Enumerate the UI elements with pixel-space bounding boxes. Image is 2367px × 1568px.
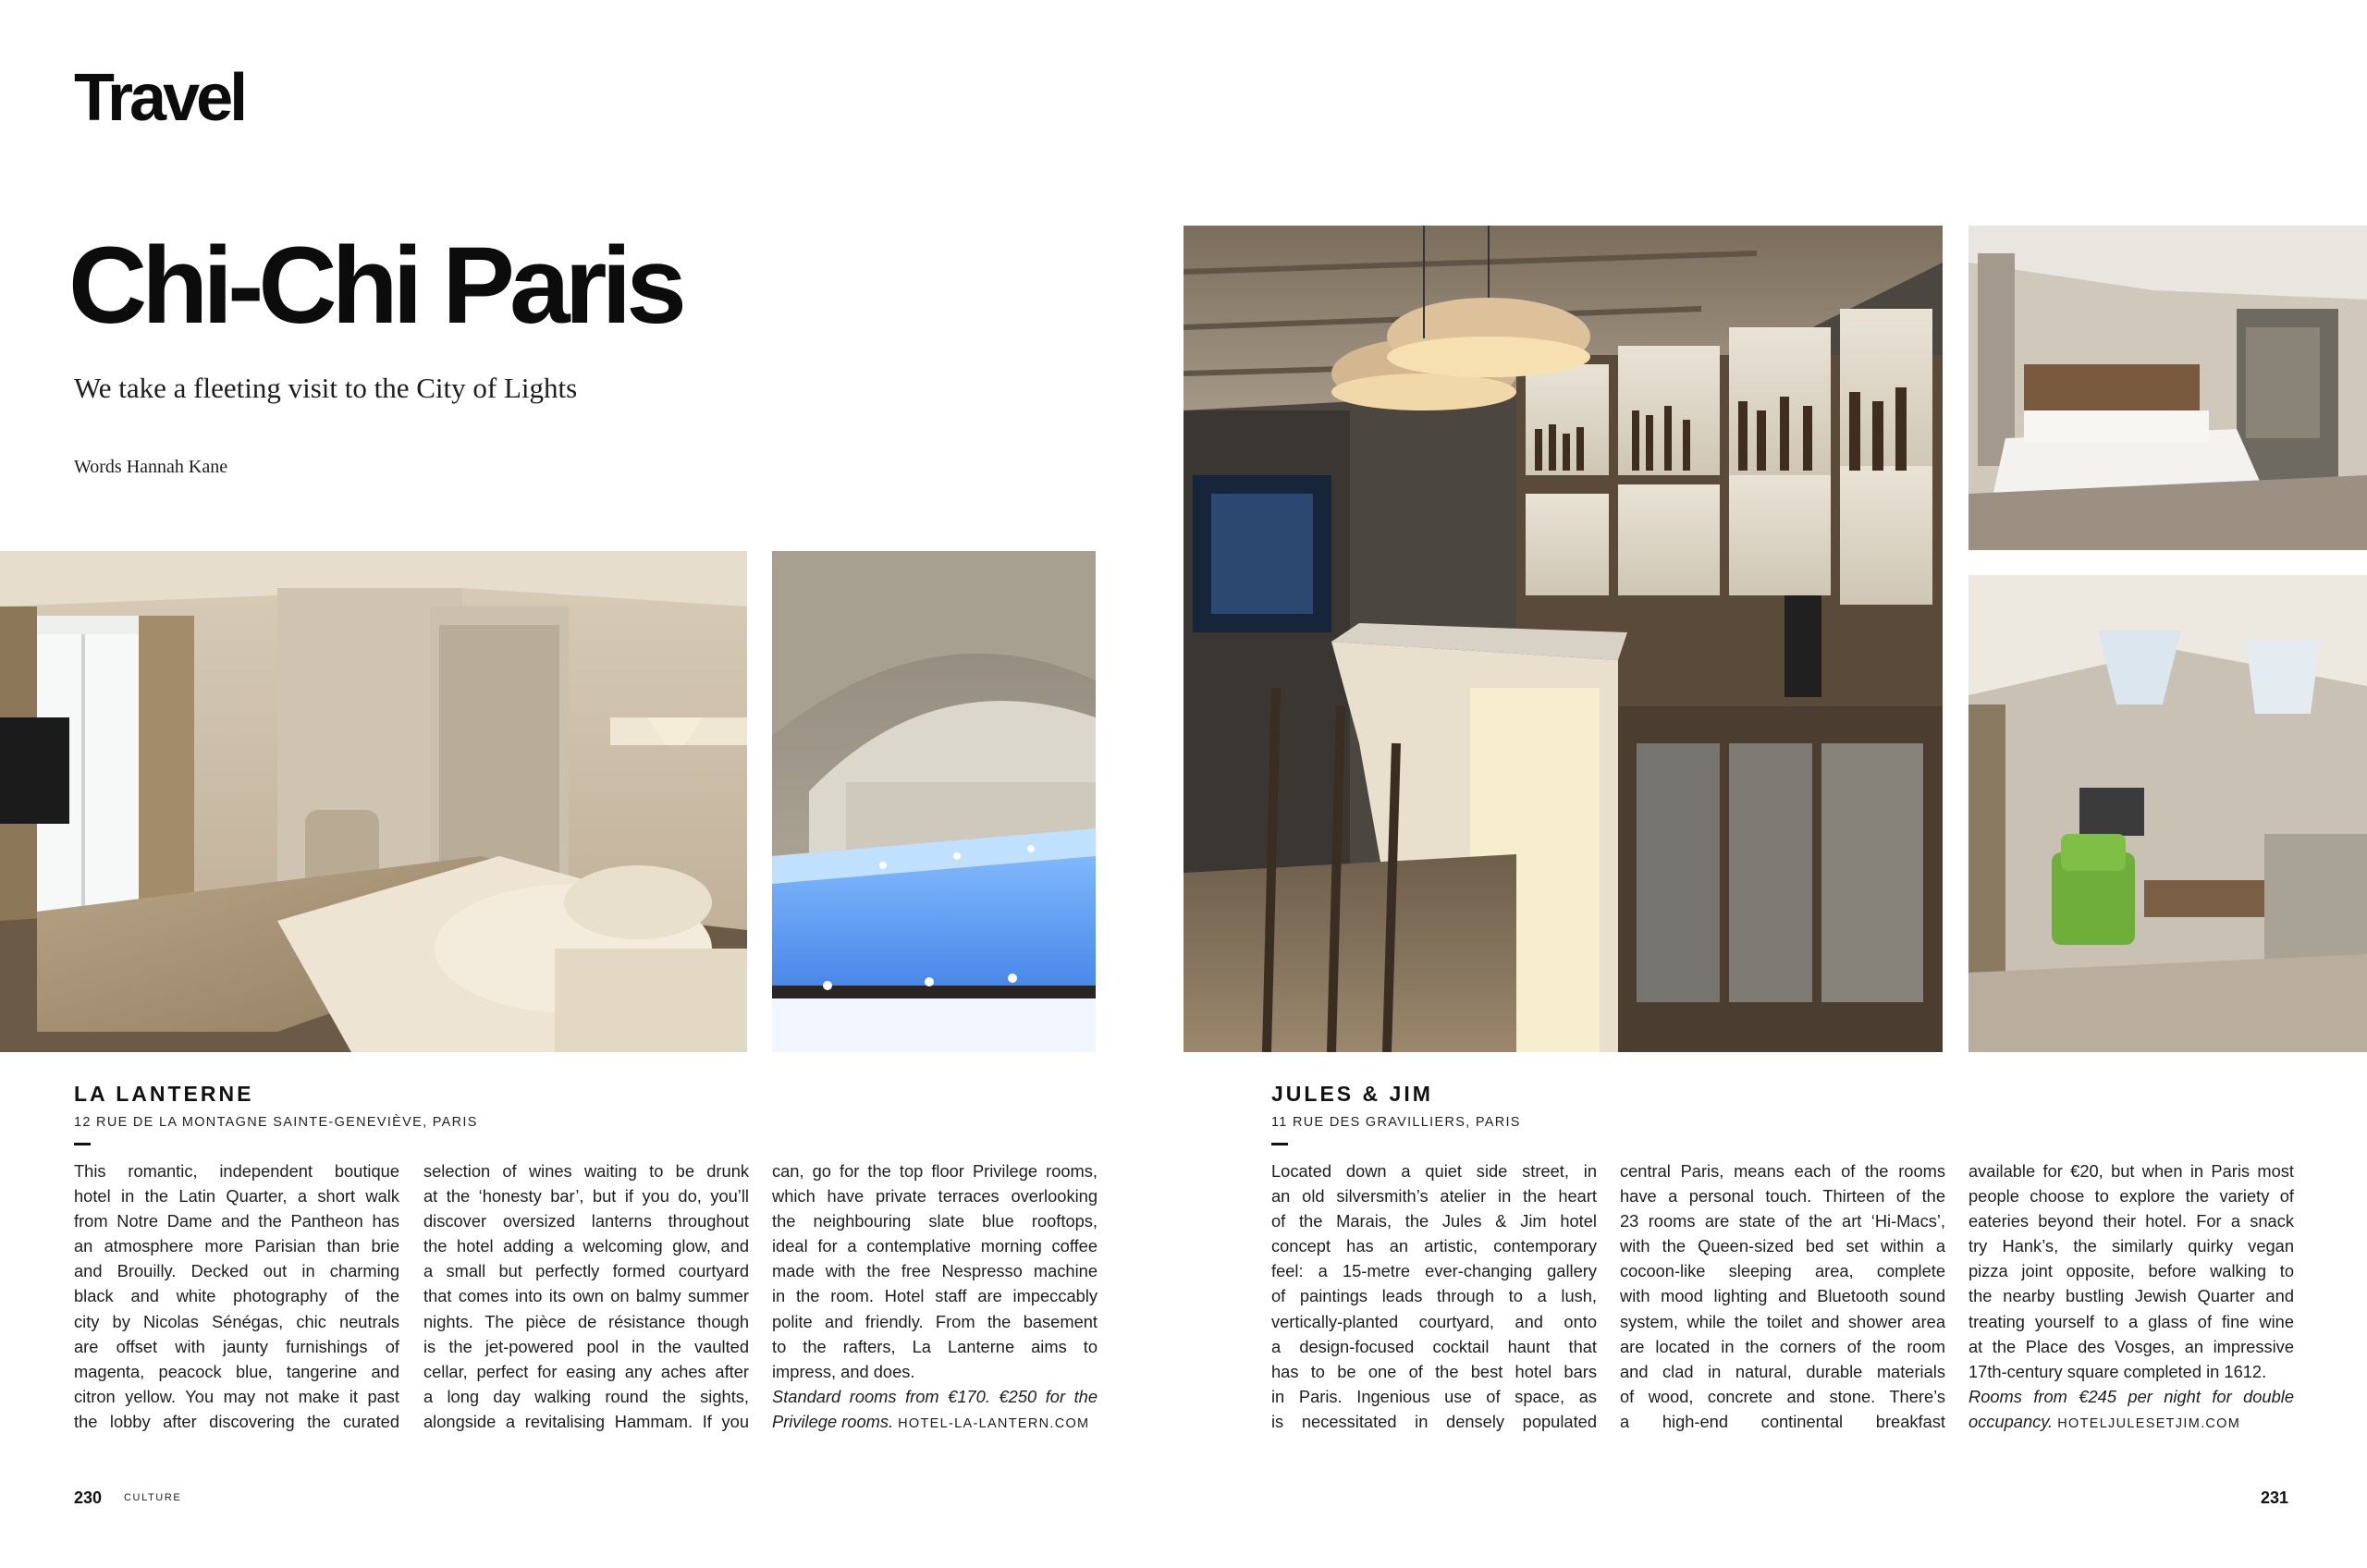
text-line: hotel in the Latin Quarter, a short walk [74, 1186, 399, 1207]
text-line: system, while the toilet and shower area [1620, 1311, 1945, 1331]
text-line: with mood lighting and Bluetooth sound [1620, 1286, 1945, 1306]
article-column-4 [1271, 1158, 1597, 1434]
text-line: that comes into its own on balmy summer [423, 1286, 749, 1306]
text-line: concept has an artistic, contemporary [1271, 1236, 1597, 1256]
text-line: people choose to explore the variety of [1968, 1186, 2294, 1207]
photo-jules-jim-attic-room [1968, 575, 2367, 1052]
text-line: polite and friendly. From the basement [772, 1311, 1098, 1331]
text-line: a long day walking round the sights, [423, 1386, 749, 1406]
divider-dash [74, 1143, 91, 1145]
text-line: available for €20, but when in Paris most [1968, 1161, 2294, 1181]
text-line: try Hank’s, the similarly quirky vegan [1968, 1236, 2294, 1256]
text-line: with the Queen-sized bed set within a [1620, 1236, 1945, 1256]
text-line: 23 rooms are state of the art ‘Hi-Macs’, [1620, 1211, 1945, 1231]
text-line: an atmosphere more Parisian than brie [74, 1236, 399, 1256]
text-line: of paintings leads through to a lush, [1271, 1286, 1597, 1306]
text-line: are located in the corners of the room [1620, 1336, 1945, 1356]
text-line: Located down a quiet side street, in [1271, 1161, 1597, 1181]
text-line: central Paris, means each of the rooms [1620, 1161, 1945, 1181]
article-column-3 [772, 1158, 1098, 1434]
price-line [1968, 1384, 2294, 1409]
text-line: vertically-planted courtyard, and onto [1271, 1311, 1597, 1331]
text-line: citron yellow. You may not make it past [74, 1386, 399, 1406]
hotel-address-jules-jim: 11 RUE DES GRAVILLIERS, PARIS [1271, 1115, 1521, 1130]
text-line: have a personal touch. Thirteen of the [1620, 1186, 1945, 1207]
text-line: which have private terraces overlooking [772, 1186, 1098, 1207]
byline: Words Hannah Kane [74, 457, 228, 477]
price-text: occupancy. [1968, 1411, 2054, 1431]
page-number-right: 231 [2261, 1488, 2289, 1507]
hotel-name-la-lanterne: LA LANTERNE [74, 1082, 254, 1106]
text-line: city by Nicolas Sénégas, chic neutrals [74, 1311, 399, 1331]
text-line: are offset with jaunty furnishings of [74, 1336, 399, 1356]
article-column-6 [1968, 1158, 2294, 1434]
text-line: magenta, peacock blue, tangerine and [74, 1361, 399, 1381]
text-line: and Brouilly. Decked out in charming [74, 1261, 399, 1281]
text-line: black and white photography of the [74, 1286, 399, 1306]
section-label: Travel [74, 61, 245, 135]
text-line: at the Place des Vosges, an impressive [1968, 1336, 2294, 1356]
text-line: ideal for a contemplative morning coffee [772, 1236, 1098, 1256]
hotel-address-la-lanterne: 12 RUE DE LA MONTAGNE SAINTE-GENEVIÈVE, PARIS [74, 1115, 478, 1130]
article-column-1 [74, 1158, 399, 1434]
photo-jules-jim-bar [1184, 226, 1943, 1052]
website-link[interactable]: HOTELJULESETJIM.COM [2057, 1415, 2241, 1431]
standfirst: We take a fleeting visit to the City of Lights [74, 372, 578, 404]
article-column-2 [423, 1158, 749, 1434]
text-line: the nearby bustling Jewish Quarter and [1968, 1286, 2294, 1306]
text-line: of wood, concrete and stone. There’s [1620, 1386, 1945, 1406]
text-line: pizza joint opposite, before walking to [1968, 1261, 2294, 1281]
price-text: Standard rooms from €170. €250 for the [772, 1386, 1098, 1406]
text-line: a high-end continental breakfast [1620, 1411, 1945, 1431]
text-line: is necessitated in densely populated [1271, 1411, 1597, 1431]
text-line: treating yourself to a glass of fine wine [1968, 1311, 2294, 1331]
text-line: eateries beyond their hotel. For a snack [1968, 1211, 2294, 1231]
text-line: 17th-century square completed in 1612. [1968, 1361, 2267, 1381]
text-line: and clad in natural, durable materials [1620, 1361, 1945, 1381]
text-line: in the room. Hotel staff are impeccably [772, 1286, 1098, 1306]
text-line: is the jet-powered pool in the vaulted [423, 1336, 749, 1356]
text-line: the hotel adding a welcoming glow, and [423, 1236, 749, 1256]
text-line: to the rafters, La Lanterne aims to [772, 1336, 1098, 1356]
article-column-5 [1620, 1158, 1945, 1434]
text-line: discover oversized lanterns throughout [423, 1211, 749, 1231]
text-line: the neighbouring slate blue rooftops, [772, 1211, 1098, 1231]
folio-section: CULTURE [124, 1492, 182, 1503]
text-line: a design-focused cocktail haunt that [1271, 1336, 1597, 1356]
text-line: the lobby after discovering the curated [74, 1411, 399, 1431]
price-line [772, 1384, 1098, 1409]
text-line: of the Marais, the Jules & Jim hotel [1271, 1211, 1597, 1231]
text-line: selection of wines waiting to be drunk [423, 1161, 749, 1181]
text-line: nights. The pièce de résistance though [423, 1311, 749, 1331]
photo-la-lanterne-pool [772, 551, 1096, 1052]
divider-dash [1271, 1143, 1288, 1145]
headline: Chi-Chi Paris [68, 225, 681, 347]
text-line: This romantic, independent boutique [74, 1161, 399, 1181]
website-link[interactable]: HOTEL-LA-LANTERN.COM [898, 1415, 1090, 1431]
text-line: has to be one of the best hotel bars [1271, 1361, 1597, 1381]
text-line: alongside a revitalising Hammam. If you [423, 1411, 749, 1431]
photo-la-lanterne-bedroom [0, 551, 747, 1052]
text-line: can, go for the top floor Privilege rooms, [772, 1161, 1098, 1181]
text-line: an old silversmith’s atelier in the heart [1271, 1186, 1597, 1207]
text-line: cellar, perfect for easing any aches after [423, 1361, 749, 1381]
text-line: cocoon-like sleeping area, complete [1620, 1261, 1945, 1281]
text-line: feel: a 15-metre ever-changing gallery [1271, 1261, 1597, 1281]
price-text: Rooms from €245 per night for double [1968, 1386, 2294, 1406]
text-line: in Paris. Ingenious use of space, as [1271, 1386, 1597, 1406]
price-line [772, 1409, 1098, 1434]
text-line: made with the free Nespresso machine [772, 1261, 1098, 1281]
text-line: a small but perfectly formed courtyard [423, 1261, 749, 1281]
text-line: impress, and does. [772, 1361, 915, 1381]
text-line: at the ‘honesty bar’, but if you do, you’ll [423, 1186, 749, 1207]
text-line: from Notre Dame and the Pantheon has [74, 1211, 399, 1231]
hotel-name-jules-jim: JULES & JIM [1271, 1082, 1433, 1106]
page-number-left: 230 [74, 1488, 103, 1507]
price-text: Privilege rooms. [772, 1411, 894, 1431]
price-line [1968, 1409, 2294, 1434]
photo-jules-jim-bedroom [1968, 226, 2367, 550]
